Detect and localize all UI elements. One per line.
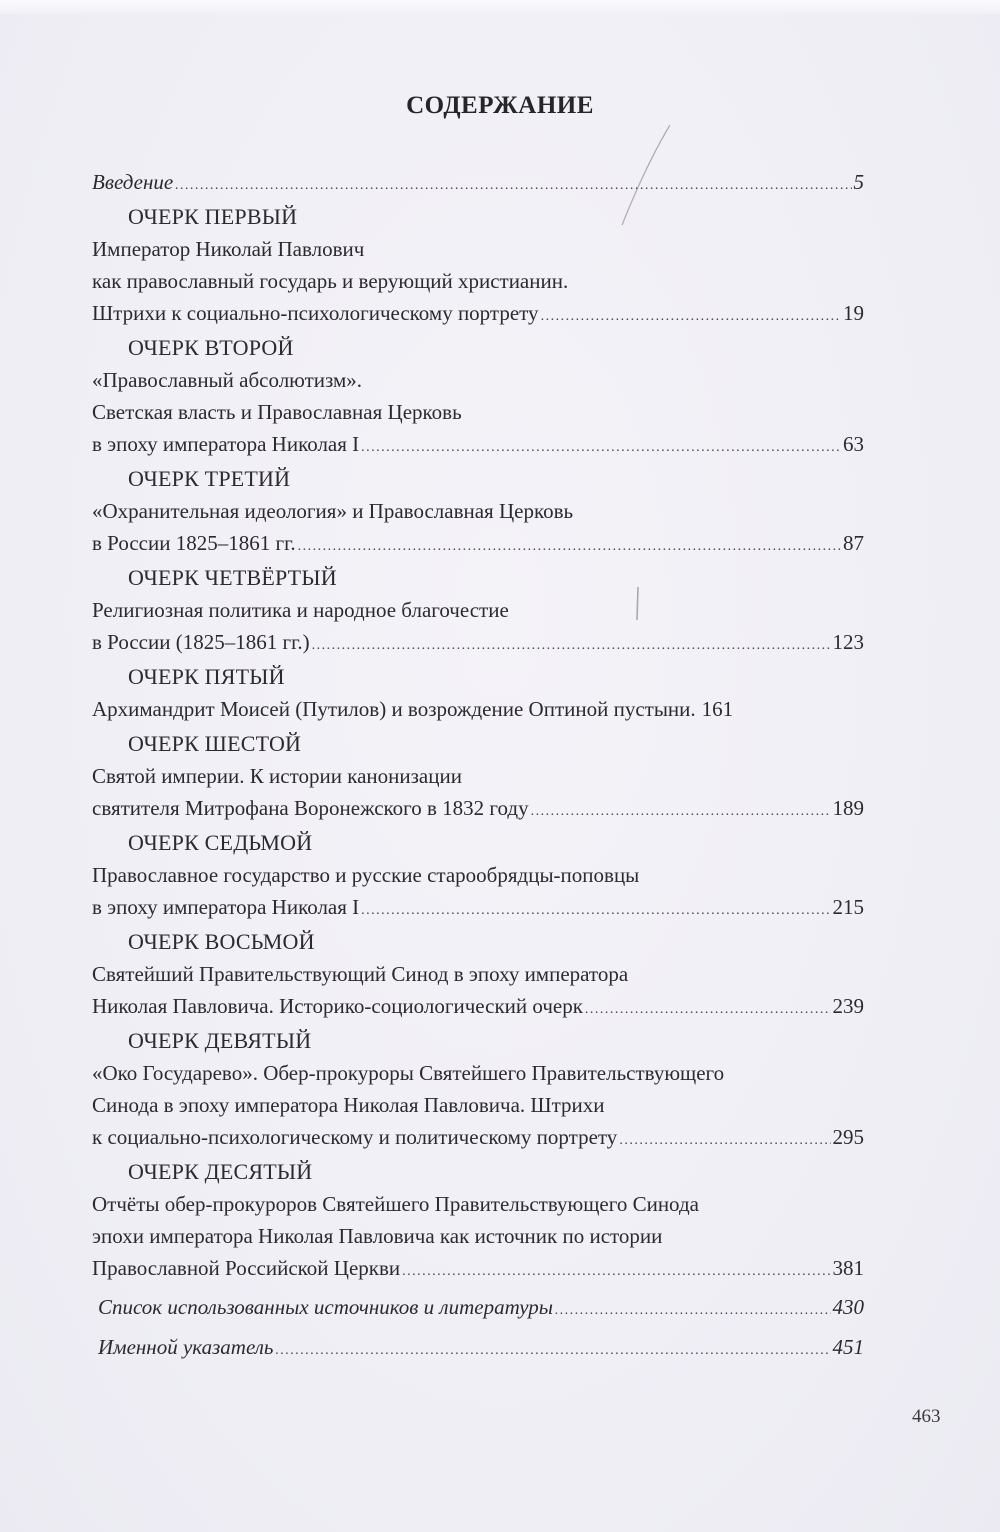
table-of-contents [92, 166, 864, 1364]
essay-heading: ОЧЕРК ВОСЬМОЙ [128, 929, 315, 954]
essay-title-last-line [92, 297, 864, 329]
essay-heading: ОЧЕРК ДЕСЯТЫЙ [128, 1159, 313, 1184]
toc-page-number: 63 [843, 432, 864, 456]
toc-essay-3[interactable] [92, 462, 864, 559]
dot-leader [361, 432, 841, 464]
toc-entry-label: Введение [92, 170, 174, 194]
dot-leader [361, 895, 830, 927]
page-title: СОДЕРЖАНИЕ [406, 92, 594, 119]
essay-title-line: Архимандрит Моисей (Путилов) и возрождение Оптиной пустыни. [92, 697, 696, 721]
toc-entry-intro[interactable] [92, 166, 864, 198]
toc-essay-10[interactable] [92, 1155, 864, 1284]
essay-title-line: Святейший Правительствующий Синод в эпоху императора [92, 962, 629, 986]
toc-essay-5[interactable] [92, 660, 864, 725]
toc-essay-4[interactable] [92, 561, 864, 658]
toc-page-number: 430 [832, 1295, 864, 1319]
dot-leader [531, 796, 831, 828]
essay-title-line: Штрихи к социально-психологическому портрету [92, 301, 539, 325]
toc-entry-label: Список использованных источников и литературы [98, 1295, 553, 1319]
essay-title-last-line [92, 891, 864, 923]
essay-title-last-line [92, 792, 864, 824]
toc-page-number: 189 [832, 796, 864, 820]
dot-leader [541, 301, 841, 333]
essay-title-line: к социально-психологическому и политическому портрету [92, 1125, 618, 1149]
essay-title-line: в России (1825–1861 гг.) [92, 630, 310, 654]
dot-leader [175, 170, 851, 202]
toc-essay-9[interactable] [92, 1024, 864, 1153]
essay-title-line: Православной Российской Церкви [92, 1256, 401, 1280]
toc-page-number: 451 [832, 1335, 864, 1359]
toc-page-number: 381 [832, 1256, 864, 1280]
dot-leader [402, 1256, 830, 1288]
essay-title-last-line [92, 693, 864, 725]
essay-heading: ОЧЕРК ВТОРОЙ [128, 335, 294, 360]
toc-page-number: 123 [832, 630, 864, 654]
essay-heading: ОЧЕРК ДЕВЯТЫЙ [128, 1028, 312, 1053]
essay-title-last-line [92, 428, 864, 460]
page-number-folio: 463 [912, 1406, 941, 1427]
toc-essay-8[interactable] [92, 925, 864, 1022]
dot-leader [312, 630, 831, 662]
page-top-edge [0, 0, 1000, 14]
essay-title-line: «Православный абсолютизм». [92, 368, 363, 392]
toc-page-number: 19 [843, 301, 864, 325]
essay-title-line: Святой империи. К истории канонизации [92, 764, 462, 788]
toc-page-number: 87 [843, 531, 864, 555]
dot-leader [298, 531, 841, 563]
essay-title-line: эпохи императора Николая Павловича как источник по истории [92, 1224, 663, 1248]
essay-heading: ОЧЕРК СЕДЬМОЙ [128, 830, 313, 855]
toc-entry-label: Именной указатель [98, 1335, 274, 1359]
toc-essay-6[interactable] [92, 727, 864, 824]
essay-title-line: в эпоху императора Николая I [92, 432, 360, 456]
essay-title-last-line [92, 1121, 864, 1153]
essay-heading: ОЧЕРК ПЕРВЫЙ [128, 204, 298, 229]
toc-page-number: 295 [832, 1125, 864, 1149]
essay-title-last-line [92, 626, 864, 658]
essay-title-line: святителя Митрофана Воронежского в 1832 году [92, 796, 529, 820]
essay-heading: ОЧЕРК ПЯТЫЙ [128, 664, 285, 689]
dot-leader [585, 994, 831, 1026]
dot-leader [555, 1294, 831, 1328]
essay-title-line: Император Николай Павлович [92, 237, 365, 261]
essay-title-line: Николая Павловича. Историко-социологический очерк [92, 994, 583, 1018]
essay-title-line: Религиозная политика и народное благочестие [92, 598, 509, 622]
essay-title-line: «Око Государево». Обер-прокуроры Святейшего Правительствующего [92, 1061, 725, 1085]
toc-essay-7[interactable] [92, 826, 864, 923]
toc-page-number: 161 [701, 697, 734, 721]
essay-title-line: в эпоху императора Николая I [92, 895, 360, 919]
essay-title-line: Синода в эпоху императора Николая Павловича. Штрихи [92, 1093, 605, 1117]
toc-entry-sources[interactable] [92, 1290, 864, 1324]
essay-title-line: Отчёты обер-прокуроров Святейшего Правительствующего Синода [92, 1192, 699, 1216]
dot-leader [275, 1334, 830, 1368]
essay-title-line: как православный государь и верующий христианин. [92, 269, 569, 293]
essay-title-line: «Охранительная идеология» и Православная Церковь [92, 499, 574, 523]
dot-leader [619, 1125, 830, 1157]
toc-page-number: 215 [832, 895, 864, 919]
essay-heading: ОЧЕРК ШЕСТОЙ [128, 731, 302, 756]
essay-title-line: в России 1825–1861 гг. [92, 531, 296, 555]
essay-heading: ОЧЕРК ЧЕТВЁРТЫЙ [128, 565, 337, 590]
essay-heading: ОЧЕРК ТРЕТИЙ [128, 466, 291, 491]
essay-title-last-line [92, 990, 864, 1022]
essay-title-last-line [92, 527, 864, 559]
toc-essay-2[interactable] [92, 331, 864, 460]
toc-page-number: 239 [832, 994, 864, 1018]
toc-page-number: 5 [853, 170, 864, 194]
essay-title-line: Православное государство и русские старообрядцы-поповцы [92, 863, 640, 887]
toc-essay-1[interactable] [92, 200, 864, 329]
essay-title-last-line [92, 1252, 864, 1284]
toc-entry-index[interactable] [92, 1330, 864, 1364]
essay-title-line: Светская власть и Православная Церковь [92, 400, 462, 424]
